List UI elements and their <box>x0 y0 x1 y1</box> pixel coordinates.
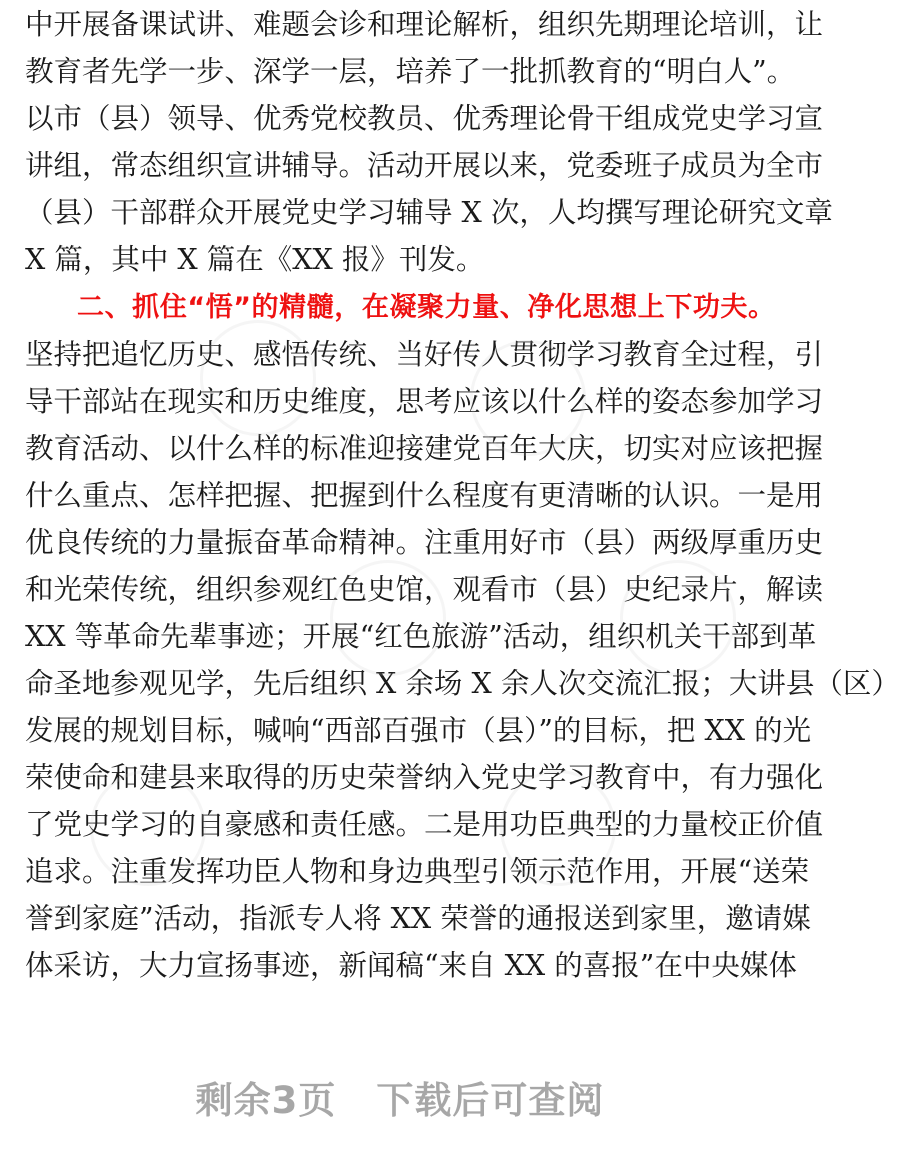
download-hint-label: 下载后可查阅 <box>376 1079 605 1122</box>
download-prompt[interactable] <box>0 1071 800 1131</box>
section-heading: 二、抓住“悟”的精髓，在凝聚力量、净化思想上下功夫。 <box>77 292 775 323</box>
paragraph-1-line-3: 以市（县）领导、优秀党校教员、优秀理论骨干组成党史学习宣 <box>25 102 824 135</box>
paragraph-1-line-4: 讲组，常态组织宣讲辅导。活动开展以来，党委班子成员为全市 <box>25 149 824 182</box>
paragraph-1-line-1: 中开展备课试讲、难题会诊和理论解析，组织先期理论培训，让 <box>25 8 824 41</box>
paragraph-2-line-7: XX 等革命先辈事迹；开展“红色旅游”活动，组织机关干部到革 <box>25 620 817 653</box>
paragraph-2-line-2: 导干部站在现实和历史维度，思考应该以什么样的姿态参加学习 <box>25 385 824 418</box>
paragraph-2-line-6: 和光荣传统，组织参观红色史馆，观看市（县）史纪录片，解读 <box>25 573 824 606</box>
paragraph-2-line-3: 教育活动、以什么样的标准迎接建党百年大庆，切实对应该把握 <box>25 432 824 465</box>
paragraph-2-line-14: 体采访，大力宣扬事迹，新闻稿“来自 XX 的喜报”在中央媒体 <box>25 949 797 982</box>
paragraph-1-line-6: X 篇，其中 X 篇在《XX 报》刊发。 <box>25 243 485 276</box>
remaining-pages-label: 剩余3页 <box>195 1079 337 1122</box>
paragraph-2-line-9: 发展的规划目标，喊响“西部百强市（县）”的目标，把 XX 的光 <box>25 714 812 747</box>
paragraph-2-line-10: 荣使命和建县来取得的历史荣誉纳入党史学习教育中，有力强化 <box>25 761 824 794</box>
paragraph-2-line-12: 追求。注重发挥功臣人物和身边典型引领示范作用，开展“送荣 <box>25 855 810 888</box>
paragraph-2-line-4: 什么重点、怎样把握、把握到什么程度有更清晰的认识。一是用 <box>25 479 824 512</box>
paragraph-2-line-11: 了党史学习的自豪感和责任感。二是用功臣典型的力量校正价值 <box>25 808 824 841</box>
paragraph-1-line-5: （县）干部群众开展党史学习辅导 X 次，人均撰写理论研究文章 <box>25 196 833 229</box>
paragraph-2-line-8: 命圣地参观见学，先后组织 X 余场 X 余人次交流汇报；大讲县（区） <box>25 667 900 700</box>
paragraph-2-line-1: 坚持把追忆历史、感悟传统、当好传人贯彻学习教育全过程，引 <box>25 338 824 371</box>
paragraph-2-line-13: 誉到家庭”活动，指派专人将 XX 荣誉的通报送到家里，邀请媒 <box>25 902 811 935</box>
paragraph-2-line-5: 优良传统的力量振奋革命精神。注重用好市（县）两级厚重历史 <box>25 526 824 559</box>
paragraph-1-line-2: 教育者先学一步、深学一层，培养了一批抓教育的“明白人”。 <box>25 55 796 88</box>
